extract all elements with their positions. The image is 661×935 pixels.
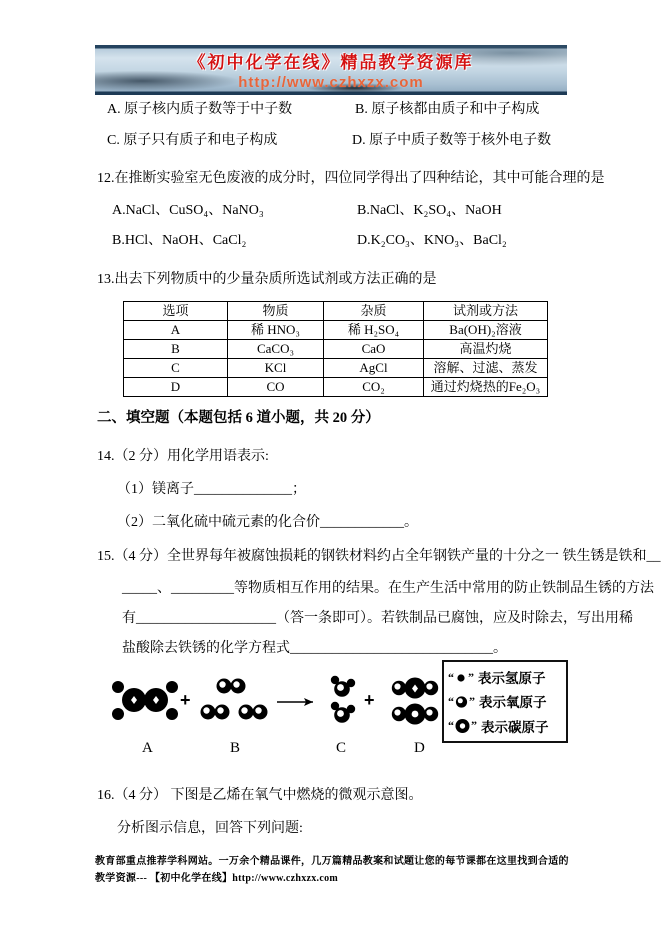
quote-mark: “	[448, 718, 454, 733]
quote-mark: “	[448, 669, 454, 684]
q16-prompt: 分析图示信息，回答下列问题:	[117, 821, 303, 836]
q13-table	[123, 301, 548, 397]
reaction-diagram	[105, 660, 445, 760]
table-cell: B	[124, 340, 228, 359]
q11-option-a: A. 原子核内质子数等于中子数	[107, 102, 293, 117]
oxygen-atom-icon	[454, 694, 469, 709]
q11-option-d: D. 原子中质子数等于核外电子数	[352, 133, 552, 148]
molecule-c-water	[331, 676, 355, 723]
table-row	[124, 359, 548, 378]
diagram-label-c: C	[336, 740, 347, 756]
quote-mark: ”	[469, 693, 475, 708]
q15-line-4: 盐酸除去铁锈的化学方程式_____________________________。	[122, 641, 507, 656]
molecule-b-oxygen	[201, 679, 268, 720]
q12-stem: 12.在推断实验室无色废液的成分时，四位同学得出了四种结论，其中可能合理的是	[97, 171, 605, 186]
table-cell: CaO	[324, 340, 424, 359]
banner-url: http://www.czhxzx.com	[238, 74, 424, 91]
molecule-a-ethylene	[112, 681, 178, 720]
table-cell: KCl	[228, 359, 324, 378]
q12-option-d: D.K₂CO₃、KNO₃、BaCl₂	[357, 233, 507, 248]
table-row	[124, 378, 548, 397]
table-cell: C	[124, 359, 228, 378]
q15-line-3: 有____________________（答一条即可）。若铁制品已腐蚀，应及时除去，写出用稀	[122, 611, 633, 626]
table-header-row	[124, 302, 548, 321]
table-cell: AgCl	[324, 359, 424, 378]
table-cell: A	[124, 321, 228, 340]
table-cell: 通过灼烧热的Fe₂O₃	[424, 378, 548, 397]
q13-stem: 13.出去下列物质中的少量杂质所选试剂或方法正确的是	[97, 272, 437, 287]
table-cell: 稀 HNO₃	[228, 321, 324, 340]
reaction-arrow	[277, 698, 313, 706]
q14-item-2: （2）二氧化硫中硫元素的化合价____________。	[117, 515, 418, 530]
hydrogen-atom-icon	[454, 670, 468, 684]
table-header-cell: 杂质	[324, 302, 424, 321]
q14-stem: 14.（2 分）用化学用语表示:	[97, 449, 269, 464]
table-cell: 高温灼烧	[424, 340, 548, 359]
q12-option-a: A.NaCl、CuSO₄、NaNO₃	[112, 203, 264, 218]
q12-option-c: B.HCl、NaOH、CaCl₂	[112, 233, 247, 248]
q11-option-b: B. 原子核都由质子和中子构成	[355, 102, 540, 117]
table-row	[124, 321, 548, 340]
legend-row-hydrogen	[448, 667, 562, 687]
table-header-cell: 物质	[228, 302, 324, 321]
q15-line-2: _____、_________等物质相互作用的结果。在生产生活中常用的防止铁制品生锈的方法	[122, 581, 654, 596]
table-header-cell: 选项	[124, 302, 228, 321]
section-title: 二、填空题（本题包括 6 道小题，共 20 分）	[97, 410, 380, 426]
plus-sign: +	[364, 690, 375, 710]
q14-item-1: （1）镁离子______________；	[117, 482, 306, 497]
q16-stem: 16.（4 分） 下图是乙烯在氧气中燃烧的微观示意图。	[97, 788, 423, 803]
legend-box	[442, 660, 568, 743]
footer-line-1: 教育部重点推荐学科网站。一万余个精品课件，几万篇精品教案和试题让您的每节课都在这里找到合适的	[95, 856, 569, 867]
quote-mark: “	[448, 693, 454, 708]
legend-label: 表示氧原子	[479, 695, 547, 711]
legend-row-oxygen	[448, 691, 562, 711]
table-cell: 溶解、过滤、蒸发	[424, 359, 548, 378]
q11-option-c: C. 原子只有质子和电子构成	[107, 133, 278, 148]
q12-option-b: B.NaCl、K₂SO₄、NaOH	[357, 203, 502, 218]
table-cell: CO	[228, 378, 324, 397]
header-banner	[95, 45, 567, 95]
table-cell: CaCO₃	[228, 340, 324, 359]
table-row	[124, 340, 548, 359]
diagram-label-a: A	[142, 740, 153, 756]
legend-row-carbon	[448, 716, 562, 736]
molecule-d-carbon-dioxide	[392, 678, 438, 725]
footer-line-2: 教学资源--- 【初中化学在线】http://www.czhxzx.com	[95, 873, 339, 884]
table-cell: D	[124, 378, 228, 397]
diagram-label-b: B	[230, 740, 241, 756]
carbon-atom-icon	[454, 717, 471, 734]
legend-label: 表示氢原子	[478, 671, 546, 687]
table-cell: 稀 H₂SO₄	[324, 321, 424, 340]
diagram-label-d: D	[414, 740, 425, 756]
q15-line-1: 15.（4 分）全世界每年被腐蚀损耗的钢铁材料约占全年钢铁产量的十分之一 铁生锈是铁和__	[97, 549, 661, 564]
table-header-cell: 试剂或方法	[424, 302, 548, 321]
table-cell: CO₂	[324, 378, 424, 397]
plus-sign: +	[180, 690, 191, 710]
quote-mark: ”	[468, 669, 474, 684]
quote-mark: ”	[471, 718, 477, 733]
banner-title: 《初中化学在线》精品教学资源库	[188, 53, 474, 72]
table-cell: Ba(OH)₂溶液	[424, 321, 548, 340]
legend-label: 表示碳原子	[481, 719, 549, 735]
